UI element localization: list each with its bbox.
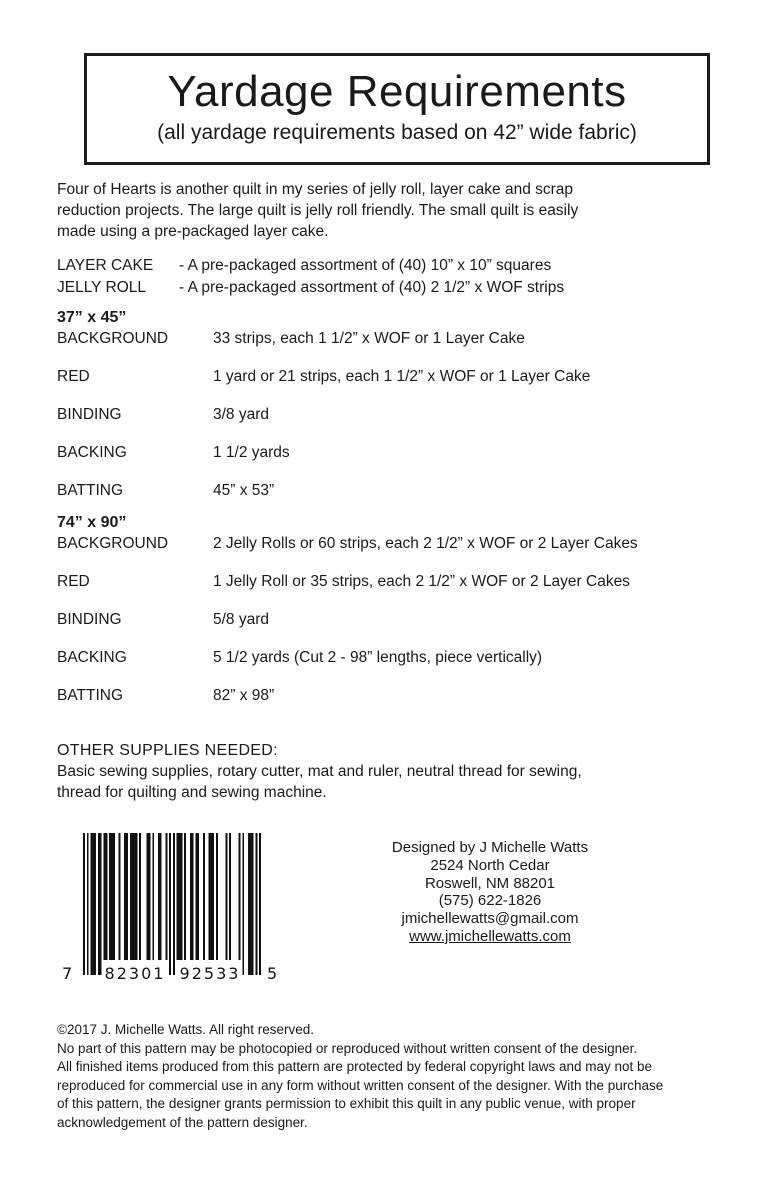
quilt-size-heading: 37” x 45”: [57, 309, 127, 326]
yardage-label: BACKING: [57, 444, 127, 461]
yardage-label: BATTING: [57, 687, 124, 704]
copyright-line: acknowledgement of the pattern designer.: [57, 1114, 308, 1130]
yardage-label: BACKGROUND: [57, 330, 169, 347]
yardage-row: [57, 366, 590, 387]
intro-line: made using a pre-packaged layer cake.: [57, 223, 329, 240]
definition-description: - A pre-packaged assortment of (40) 10” x 10” squares: [179, 257, 552, 274]
intro-line: reduction projects. The large quilt is jelly roll friendly. The small quilt is easily: [57, 202, 579, 219]
yardage-label: BATTING: [57, 482, 124, 499]
intro-line: Four of Hearts is another quilt in my series of jelly roll, layer cake and scrap: [57, 181, 574, 198]
yardage-value: 2 Jelly Rolls or 60 strips, each 2 1/2” x WOF or 2 Layer Cakes: [213, 535, 638, 552]
barcode-digit-left: 7: [62, 964, 73, 983]
title-box: [84, 53, 710, 165]
yardage-row: [57, 647, 638, 668]
definition-term: LAYER CAKE: [57, 257, 154, 274]
yardage-value: 1 yard or 21 strips, each 1 1/2” x WOF or 1 Layer Cake: [213, 368, 591, 385]
definition-row: [57, 277, 564, 299]
yardage-value: 82” x 98”: [213, 687, 275, 704]
yardage-section-large-quilt: [57, 512, 638, 723]
copyright-line: No part of this pattern may be photocopied or reproduced without written consent of the designer.: [57, 1040, 638, 1056]
other-supplies-line: Basic sewing supplies, rotary cutter, mat and ruler, neutral thread for sewing,: [57, 763, 582, 780]
copyright-line: ©2017 J. Michelle Watts. All right reserved.: [57, 1022, 315, 1037]
designer-street-address: 2524 North Cedar: [430, 856, 550, 874]
yardage-value: 3/8 yard: [213, 406, 270, 423]
barcode-bars: [83, 833, 261, 980]
yardage-value: 33 strips, each 1 1/2” x WOF or 1 Layer Cake: [213, 330, 525, 347]
copyright-line: All finished items produced from this pattern are protected by federal copyright laws and may not be: [57, 1059, 653, 1075]
copyright-line: reproduced for commercial use in any form without written consent of the designer. With the purchase: [57, 1077, 664, 1093]
yardage-label: BACKING: [57, 649, 127, 666]
yardage-value: 5 1/2 yards (Cut 2 - 98” lengths, piece vertically): [213, 649, 543, 666]
intro-paragraph: [57, 179, 578, 242]
yardage-row: [57, 328, 590, 349]
definition-description: - A pre-packaged assortment of (40) 2 1/2” x WOF strips: [179, 279, 565, 296]
designer-city-state-zip: Roswell, NM 88201: [424, 874, 556, 892]
barcode-digits-right-group: 92533: [179, 964, 241, 983]
yardage-row: [57, 404, 590, 425]
precut-definitions: [57, 255, 564, 299]
yardage-value: 1 1/2 yards: [213, 444, 290, 461]
yardage-section-small-quilt: [57, 307, 590, 518]
yardage-row: [57, 533, 638, 554]
other-supplies-section: [57, 740, 582, 803]
designer-email: jmichellewatts@gmail.com: [401, 910, 579, 928]
other-supplies-line: thread for quilting and sewing machine.: [57, 784, 327, 801]
definition-row: [57, 255, 564, 277]
designer-phone: (575) 622-1826: [438, 892, 542, 910]
yardage-label: RED: [57, 368, 90, 385]
designer-contact-block: [340, 839, 640, 946]
yardage-value: 5/8 yard: [213, 611, 270, 628]
yardage-label: RED: [57, 573, 90, 590]
yardage-value: 1 Jelly Roll or 35 strips, each 2 1/2” x WOF or 2 Layer Cakes: [213, 573, 630, 590]
yardage-label: BINDING: [57, 611, 122, 628]
yardage-value: 45” x 53”: [213, 482, 275, 499]
yardage-row: [57, 609, 638, 630]
yardage-row: [57, 571, 638, 592]
yardage-row: [57, 685, 638, 706]
page-title: Yardage Requirements: [167, 67, 627, 116]
yardage-row: [57, 442, 590, 463]
definition-term: JELLY ROLL: [57, 279, 147, 296]
yardage-label: BINDING: [57, 406, 122, 423]
copyright-line: of this pattern, the designer grants permission to exhibit this quilt in any public venue, with proper: [57, 1096, 636, 1112]
barcode-digits-left-group: 82301: [104, 964, 166, 983]
yardage-row: [57, 480, 590, 501]
copyright-notice: [57, 1021, 663, 1133]
upc-barcode: [60, 833, 310, 993]
page-subtitle: (all yardage requirements based on 42” wide fabric): [157, 121, 637, 144]
designer-credit: Designed by J Michelle Watts: [391, 839, 589, 856]
barcode-digit-right: 5: [267, 964, 278, 983]
other-supplies-heading: OTHER SUPPLIES NEEDED:: [57, 742, 278, 759]
yardage-label: BACKGROUND: [57, 535, 169, 552]
quilt-size-heading: 74” x 90”: [57, 514, 127, 531]
designer-website: www.jmichellewatts.com: [409, 927, 571, 945]
